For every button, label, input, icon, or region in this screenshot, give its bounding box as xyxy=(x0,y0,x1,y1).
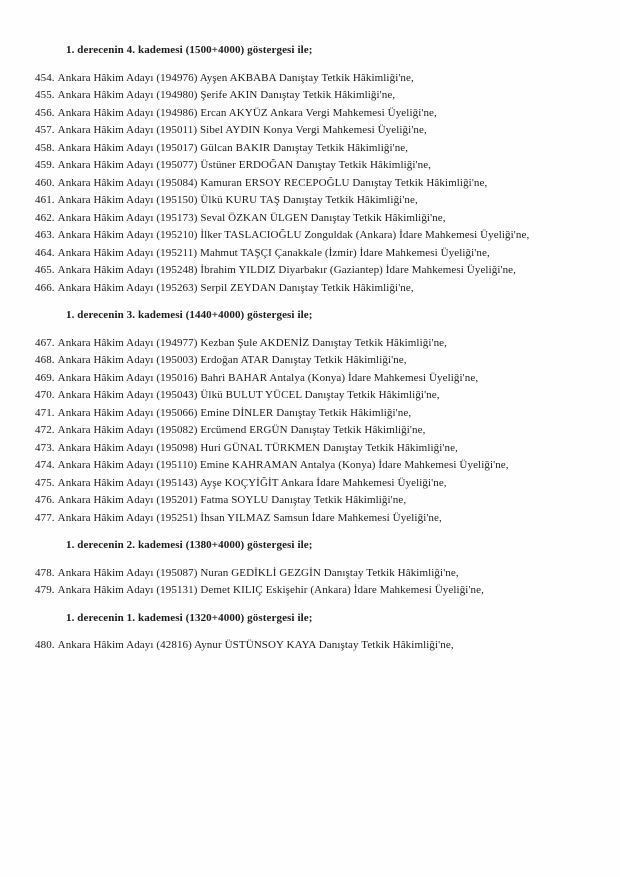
grade-step-section xyxy=(35,537,575,600)
entry-text: Ankara Hâkim Adayı (42816) Aynur ÜSTÜNSOY KAYA Danıştay Tetkik Hâkimliği'ne, xyxy=(57,639,454,651)
section-entries xyxy=(35,565,575,600)
section-entries xyxy=(35,637,575,655)
list-entry xyxy=(35,370,571,388)
entry-text: Ankara Hâkim Adayı (195211) Mahmut TAŞÇI Çanakkale (İzmir) İdare Mahkemesi Üyeliği'ne, xyxy=(57,246,490,259)
entry-text: Ankara Hâkim Adayı (195082) Ercümend ERGÜN Danıştay Tetkik Hâkimliği'ne, xyxy=(57,424,426,436)
section-heading: 1. derecenin 1. kademesi (1320+4000) göstergesi ile; xyxy=(66,611,313,624)
list-entry xyxy=(35,70,571,88)
entry-text: Ankara Hâkim Adayı (194977) Kezban Şule AKDENİZ Danıştay Tetkik Hâkimliği'ne, xyxy=(57,336,448,349)
entry-text: Ankara Hâkim Adayı (195066) Emine DİNLER Danıştay Tetkik Hâkimliği'ne, xyxy=(57,406,412,419)
section-heading: 1. derecenin 2. kademesi (1380+4000) göstergesi ile; xyxy=(66,539,313,551)
section-heading: 1. derecenin 4. kademesi (1500+4000) göstergesi ile; xyxy=(66,44,313,56)
entry-text: Ankara Hâkim Adayı (194986) Ercan AKYÜZ Ankara Vergi Mahkemesi Üyeliği'ne, xyxy=(57,106,437,119)
entry-text: Ankara Hâkim Adayı (195003) Erdoğan ATAR Danıştay Tetkik Hâkimliği'ne, xyxy=(57,354,407,366)
list-entry xyxy=(35,245,571,263)
section-entries xyxy=(35,70,575,298)
entry-number: 461. xyxy=(35,194,55,206)
entry-number: 475. xyxy=(35,476,55,489)
entry-text: Ankara Hâkim Adayı (195077) Üstüner ERDOĞAN Danıştay Tetkik Hâkimliği'ne, xyxy=(57,159,432,171)
entry-text: Ankara Hâkim Adayı (195210) İlker TASLACIOĞLU Zonguldak (Ankara) İdare Mahkemesi Üyeliği'ne, xyxy=(57,229,530,241)
entry-number: 458. xyxy=(35,141,55,154)
entry-number: 473. xyxy=(35,441,55,454)
list-entry xyxy=(35,510,571,528)
list-entry xyxy=(35,105,571,123)
entry-number: 469. xyxy=(35,371,55,384)
section-heading: 1. derecenin 3. kademesi (1440+4000) göstergesi ile; xyxy=(66,309,313,321)
entry-number: 454. xyxy=(35,71,55,84)
list-entry xyxy=(35,352,571,370)
entry-text: Ankara Hâkim Adayı (195017) Gülcan BAKIR Danıştay Tetkik Hâkimliği'ne, xyxy=(57,141,409,154)
grade-step-section xyxy=(35,42,575,297)
entry-number: 476. xyxy=(35,494,55,506)
entry-text: Ankara Hâkim Adayı (195173) Seval ÖZKAN ÜLGEN Danıştay Tetkik Hâkimliği'ne, xyxy=(57,211,446,224)
entry-text: Ankara Hâkim Adayı (195131) Demet KILIÇ Eskişehir (Ankara) İdare Mahkemesi Üyeliği'ne, xyxy=(57,584,484,596)
grade-step-section xyxy=(35,307,575,527)
entry-text: Ankara Hâkim Adayı (195201) Fatma SOYLU Danıştay Tetkik Hâkimliği'ne, xyxy=(57,494,407,506)
list-entry xyxy=(35,565,571,583)
entry-number: 455. xyxy=(35,89,55,101)
entry-number: 468. xyxy=(35,354,55,366)
list-entry xyxy=(35,210,571,228)
list-entry xyxy=(35,440,571,458)
entry-number: 456. xyxy=(35,106,55,119)
list-entry xyxy=(35,192,571,210)
list-entry xyxy=(35,335,571,353)
list-entry xyxy=(35,262,571,280)
entry-text: Ankara Hâkim Adayı (195098) Huri GÜNAL TÜRKMEN Danıştay Tetkik Hâkimliği'ne, xyxy=(57,441,458,454)
entry-number: 466. xyxy=(35,281,55,294)
list-entry xyxy=(35,140,571,158)
entry-number: 472. xyxy=(35,424,55,436)
list-entry xyxy=(35,582,571,600)
list-entry xyxy=(35,122,571,140)
entry-text: Ankara Hâkim Adayı (195011) Sibel AYDIN Konya Vergi Mahkemesi Üyeliği'ne, xyxy=(57,124,427,136)
entry-text: Ankara Hâkim Adayı (195251) İhsan YILMAZ Samsun İdare Mahkemesi Üyeliği'ne, xyxy=(57,511,442,524)
section-entries xyxy=(35,335,575,528)
list-entry xyxy=(35,280,571,298)
list-entry xyxy=(35,457,571,475)
grade-step-section xyxy=(35,610,575,655)
list-entry xyxy=(35,87,571,105)
list-entry xyxy=(35,157,571,175)
entry-number: 480. xyxy=(35,639,55,651)
entry-number: 460. xyxy=(35,176,55,189)
entry-text: Ankara Hâkim Adayı (195087) Nuran GEDİKLİ GEZGİN Danıştay Tetkik Hâkimliği'ne, xyxy=(57,566,459,579)
entry-number: 462. xyxy=(35,211,55,224)
list-entry xyxy=(35,422,571,440)
entry-text: Ankara Hâkim Adayı (195150) Ülkü KURU TAŞ Danıştay Tetkik Hâkimliği'ne, xyxy=(57,194,418,206)
entry-text: Ankara Hâkim Adayı (195248) İbrahim YILDIZ Diyarbakır (Gaziantep) İdare Mahkemesi Üyeliği'ne, xyxy=(57,264,517,276)
entry-number: 479. xyxy=(35,584,55,596)
entry-text: Ankara Hâkim Adayı (195043) Ülkü BULUT YÜCEL Danıştay Tetkik Hâkimliği'ne, xyxy=(57,389,440,401)
entry-number: 459. xyxy=(35,159,55,171)
entry-number: 464. xyxy=(35,246,55,259)
entry-text: Ankara Hâkim Adayı (195110) Emine KAHRAMAN Antalya (Konya) İdare Mahkemesi Üyeliği'ne, xyxy=(57,459,509,471)
list-entry xyxy=(35,175,571,193)
entry-number: 465. xyxy=(35,264,55,276)
entry-number: 467. xyxy=(35,336,55,349)
list-entry xyxy=(35,637,571,655)
list-entry xyxy=(35,227,571,245)
entry-text: Ankara Hâkim Adayı (195016) Bahri BAHAR Antalya (Konya) İdare Mahkemesi Üyeliği'ne, xyxy=(57,371,479,384)
entry-number: 471. xyxy=(35,406,55,419)
entry-number: 470. xyxy=(35,389,55,401)
entry-number: 457. xyxy=(35,124,55,136)
list-entry xyxy=(35,475,571,493)
entry-number: 477. xyxy=(35,511,55,524)
list-entry xyxy=(35,387,571,405)
entry-text: Ankara Hâkim Adayı (194976) Ayşen AKBABA Danıştay Tetkik Hâkimliği'ne, xyxy=(57,71,414,84)
entry-text: Ankara Hâkim Adayı (194980) Şerife AKIN Danıştay Tetkik Hâkimliği'ne, xyxy=(57,89,396,101)
list-entry xyxy=(35,405,571,423)
entry-number: 478. xyxy=(35,566,55,579)
entry-text: Ankara Hâkim Adayı (195143) Ayşe KOÇYİĞİT Ankara İdare Mahkemesi Üyeliği'ne, xyxy=(57,476,447,489)
list-entry xyxy=(35,492,571,510)
entry-number: 474. xyxy=(35,459,55,471)
entry-number: 463. xyxy=(35,229,55,241)
entry-text: Ankara Hâkim Adayı (195084) Kamuran ERSOY RECEPOĞLU Danıştay Tetkik Hâkimliği'ne, xyxy=(57,176,488,189)
entry-text: Ankara Hâkim Adayı (195263) Serpil ZEYDAN Danıştay Tetkik Hâkimliği'ne, xyxy=(57,281,414,294)
